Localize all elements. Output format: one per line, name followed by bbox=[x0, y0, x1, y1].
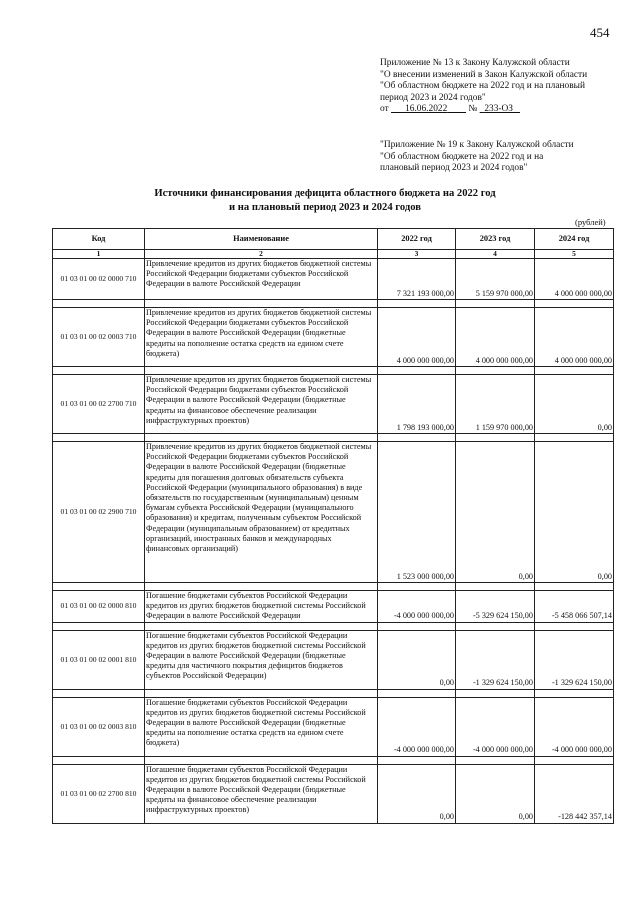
row-spacer bbox=[53, 622, 614, 630]
table-row bbox=[53, 764, 614, 823]
header-code: Код bbox=[53, 229, 145, 250]
row-value-2024: 0,00 bbox=[535, 442, 614, 583]
appendix-19-line2: "Об областном бюджете на 2022 год и на bbox=[380, 151, 544, 162]
row-value-2022: 1 798 193 000,00 bbox=[378, 375, 456, 434]
table-row bbox=[53, 591, 614, 623]
row-code: 01 03 01 00 02 2700 810 bbox=[53, 764, 145, 823]
row-code: 01 03 01 00 02 0000 810 bbox=[53, 591, 145, 623]
column-numbers-row bbox=[53, 250, 614, 259]
law-date: 16.06.2022 bbox=[405, 104, 448, 114]
appendix-19-line1: "Приложение № 19 к Закону Калужской области bbox=[380, 140, 574, 150]
appendix-19-header bbox=[380, 140, 574, 175]
row-value-2022: 1 523 000 000,00 bbox=[378, 442, 456, 583]
row-value-2023: 0,00 bbox=[456, 764, 535, 823]
row-name: Привлечение кредитов из других бюджетов бюджетной системы Российской Федерации бюджетами субъектов Российской Федерации в валюте Российской Федерации bbox=[145, 259, 378, 300]
row-name: Погашение бюджетами субъектов Российской Федерации кредитов из других бюджетов бюджетной системы Российской Федерации в валюте Российской Федерации (бюджетные кредиты для частичного покрытия дефицитов бюджетов субъектов Российской Федерации) bbox=[145, 630, 378, 689]
row-code: 01 03 01 00 02 0003 710 bbox=[53, 308, 145, 367]
appendix-13-line2: "О внесении изменений в Закон Калужской области bbox=[380, 69, 588, 80]
row-value-2024: 0,00 bbox=[535, 375, 614, 434]
header-2024: 2024 год bbox=[535, 229, 614, 250]
appendix-13-line4: период 2023 и 2024 годов" bbox=[380, 92, 486, 103]
table-row bbox=[53, 259, 614, 300]
row-value-2023: 5 159 970 000,00 bbox=[456, 259, 535, 300]
table-row bbox=[53, 697, 614, 756]
table-row bbox=[53, 630, 614, 689]
row-code: 01 03 01 00 02 0003 810 bbox=[53, 697, 145, 756]
financing-sources-table bbox=[52, 228, 614, 824]
row-value-2022: -4 000 000 000,00 bbox=[378, 591, 456, 623]
row-spacer bbox=[53, 689, 614, 697]
appendix-13-line1: Приложение № 13 к Закону Калужской области bbox=[380, 58, 570, 68]
appendix-13-header bbox=[380, 58, 587, 116]
row-value-2023: -5 329 624 150,00 bbox=[456, 591, 535, 623]
row-code: 01 03 01 00 02 2700 710 bbox=[53, 375, 145, 434]
row-value-2023: 1 159 970 000,00 bbox=[456, 375, 535, 434]
row-spacer bbox=[53, 367, 614, 375]
law-number: 233-ОЗ bbox=[484, 104, 513, 114]
row-value-2024: 4 000 000 000,00 bbox=[535, 259, 614, 300]
table-header-row bbox=[53, 229, 614, 250]
row-value-2024: 4 000 000 000,00 bbox=[535, 308, 614, 367]
row-value-2022: -4 000 000 000,00 bbox=[378, 697, 456, 756]
row-spacer bbox=[53, 583, 614, 591]
row-value-2024: -4 000 000 000,00 bbox=[535, 697, 614, 756]
row-value-2022: 4 000 000 000,00 bbox=[378, 308, 456, 367]
row-code: 01 03 01 00 02 2900 710 bbox=[53, 442, 145, 583]
row-name: Погашение бюджетами субъектов Российской Федерации кредитов из других бюджетов бюджетной системы Российской Федерации в валюте Российской Федерации (бюджетные кредиты на пополнение остатка средств на едином счете бюджета) bbox=[145, 697, 378, 756]
law-date-line bbox=[380, 104, 587, 116]
row-name: Привлечение кредитов из других бюджетов бюджетной системы Российской Федерации бюджетами субъектов Российской Федерации в валюте Российской Федерации (бюджетные кредиты для погашения долговых обязательств субъекта Российской Федерации (муниципального образования) в виде обязательств по государственным (муниципальным) ценным бумагам субъекта Российской Федерации (муниципального образования) и кредитам, полученным субъектом Российской Федерации (муниципальным образованием) от кредитных организаций, иностранных банков и международных финансовых организаций) bbox=[145, 442, 378, 583]
column-number: 1 bbox=[53, 250, 145, 259]
page-number: 454 bbox=[590, 25, 610, 40]
appendix-13-line3: "Об областном бюджете на 2022 год и на плановый bbox=[380, 81, 585, 91]
date-prefix: от bbox=[380, 104, 389, 114]
title-line2: и на плановый период 2023 и 2024 годов bbox=[229, 202, 421, 213]
units-label: (рублей) bbox=[575, 217, 606, 227]
column-number: 2 bbox=[145, 250, 378, 259]
row-value-2022: 0,00 bbox=[378, 764, 456, 823]
row-name: Привлечение кредитов из других бюджетов бюджетной системы Российской Федерации бюджетами субъектов Российской Федерации в валюте Российской Федерации (бюджетные кредиты на пополнение остатка средств на едином счете бюджета) bbox=[145, 308, 378, 367]
header-name: Наименование bbox=[145, 229, 378, 250]
row-value-2024: -5 458 066 507,14 bbox=[535, 591, 614, 623]
row-value-2023: -4 000 000 000,00 bbox=[456, 697, 535, 756]
row-value-2023: 4 000 000 000,00 bbox=[456, 308, 535, 367]
column-number: 5 bbox=[535, 250, 614, 259]
row-code: 01 03 01 00 02 0000 710 bbox=[53, 259, 145, 300]
table-row bbox=[53, 308, 614, 367]
row-value-2023: -1 329 624 150,00 bbox=[456, 630, 535, 689]
row-name: Погашение бюджетами субъектов Российской Федерации кредитов из других бюджетов бюджетной системы Российской Федерации в валюте Российской Федерации (бюджетные кредиты на финансовое обеспечение реализации инфраструктурных проектов) bbox=[145, 764, 378, 823]
row-value-2022: 0,00 bbox=[378, 630, 456, 689]
row-spacer bbox=[53, 756, 614, 764]
row-spacer bbox=[53, 300, 614, 308]
row-code: 01 03 01 00 02 0001 810 bbox=[53, 630, 145, 689]
document-title bbox=[0, 187, 640, 215]
row-value-2022: 7 321 193 000,00 bbox=[378, 259, 456, 300]
row-value-2024: -1 329 624 150,00 bbox=[535, 630, 614, 689]
appendix-19-line3: плановый период 2023 и 2024 годов" bbox=[380, 163, 528, 173]
row-value-2023: 0,00 bbox=[456, 442, 535, 583]
title-line1: Источники финансирования дефицита областного бюджета на 2022 год bbox=[154, 188, 496, 199]
row-name: Погашение бюджетами субъектов Российской Федерации кредитов из других бюджетов бюджетной системы Российской Федерации в валюте Российской Федерации bbox=[145, 591, 378, 623]
column-number: 4 bbox=[456, 250, 535, 259]
header-2023: 2023 год bbox=[456, 229, 535, 250]
number-prefix: № bbox=[468, 104, 478, 114]
row-spacer bbox=[53, 434, 614, 442]
column-number: 3 bbox=[378, 250, 456, 259]
table-row bbox=[53, 442, 614, 583]
table-row bbox=[53, 375, 614, 434]
header-2022: 2022 год bbox=[378, 229, 456, 250]
row-name: Привлечение кредитов из других бюджетов бюджетной системы Российской Федерации бюджетами субъектов Российской Федерации в валюте Российской Федерации (бюджетные кредиты на финансовое обеспечение реализации инфраструктурных проектов) bbox=[145, 375, 378, 434]
row-value-2024: -128 442 357,14 bbox=[535, 764, 614, 823]
